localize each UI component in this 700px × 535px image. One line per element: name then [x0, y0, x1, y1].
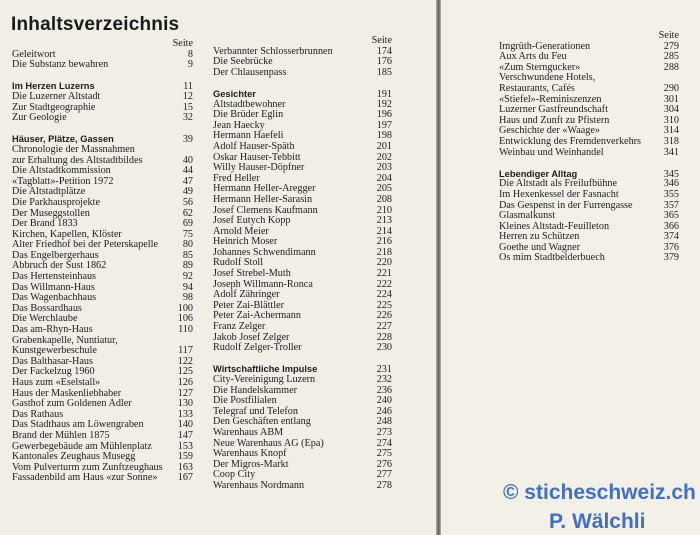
- toc-entry-title: Fred Heller: [213, 172, 260, 184]
- toc-entry-title: Die Altstadtkommission: [12, 165, 111, 177]
- toc-entry: [12, 473, 193, 484]
- toc-entry-title: Jean Haecky: [213, 119, 265, 131]
- toc-entry-title: Rudolf Stoll: [213, 257, 264, 269]
- toc-entry-page-number: 56: [182, 196, 193, 208]
- toc-entry-title: Verbannter Schlosserbrunnen: [213, 45, 333, 57]
- toc-entry-page-number: 301: [663, 93, 679, 105]
- toc-entry-page-number: 191: [376, 88, 392, 100]
- toc-entry-page-number: 32: [182, 112, 193, 124]
- toc-entry-title: Wirtschaftliche Impulse: [213, 364, 318, 375]
- toc-entry-page-number: 140: [177, 419, 193, 431]
- toc-entry-page-number: 213: [376, 215, 392, 227]
- toc-entry-title: Rudolf Zelger-Troller: [213, 342, 302, 354]
- toc-entry-title: Abbruch der Sust 1862: [12, 260, 107, 272]
- toc-entry-page-number: 210: [376, 204, 392, 216]
- toc-entry-title: Hermann Haefeli: [213, 130, 284, 142]
- toc-entry: [499, 148, 679, 159]
- toc-entry-page-number: 314: [663, 125, 679, 137]
- toc-entry-page-number: 278: [376, 479, 392, 491]
- toc-entry-page-number: 227: [376, 321, 392, 333]
- toc-entry-page-number: 117: [178, 345, 193, 357]
- toc-entry-page-number: 106: [177, 313, 193, 325]
- section-gap: [12, 71, 193, 82]
- toc-entry-page-number: 75: [182, 228, 193, 240]
- toc-entry-page-number: 341: [663, 146, 679, 158]
- toc-entry-title: Johannes Schwendimann: [213, 246, 316, 258]
- toc-entry-page-number: 9: [187, 59, 193, 71]
- toc-entry-page-number: 126: [177, 377, 193, 388]
- toc-entry: [12, 113, 193, 124]
- toc-entry-title: Kantonales Zeughaus Musegg: [12, 451, 136, 463]
- toc-entry-page-number: 365: [663, 210, 679, 222]
- toc-entry-page-number: 218: [376, 246, 392, 258]
- toc-entry-title: Das Willmann-Haus: [12, 281, 95, 293]
- toc-entry-title: Das Gespenst in der Furrengasse: [499, 199, 633, 211]
- toc-entry-title: Lebendiger Alltag: [499, 168, 578, 179]
- toc-entry-title: Warenhaus Nordmann: [213, 479, 305, 491]
- toc-entry-page-number: 273: [376, 426, 392, 438]
- toc-entry-page-number: 274: [376, 437, 392, 449]
- section-gap: [499, 158, 679, 169]
- toc-entry-page-number: 98: [182, 292, 193, 304]
- toc-entry-title: Fassadenbild am Haus «zur Sonne»: [12, 472, 158, 484]
- toc-entry-title: Der Fackelzug 1960: [12, 366, 95, 378]
- toc-entry: [12, 60, 193, 71]
- toc-entry-page-number: 204: [376, 172, 392, 184]
- toc-entry-title: Josef Clemens Kaufmann: [213, 204, 318, 216]
- toc-entry-page-number: 216: [376, 236, 392, 248]
- toc-entry-title: Josef Strebel-Muth: [213, 268, 291, 280]
- toc-entry-title: Die Brüder Eglin: [213, 109, 284, 121]
- toc-entry-page-number: 133: [177, 408, 193, 420]
- toc-entry-page-number: 248: [376, 416, 392, 428]
- toc-entry-page-number: 246: [376, 405, 392, 417]
- toc-entry-title: Die Seebrücke: [213, 56, 273, 68]
- toc-entry-title: Die Luzerner Altstadt: [12, 90, 101, 102]
- toc-entry-page-number: 290: [663, 82, 679, 94]
- toc-entry-page-number: 236: [376, 384, 392, 396]
- toc-entry-page-number: 192: [376, 98, 392, 110]
- toc-entry-title: Herren zu Schützen: [499, 231, 580, 243]
- toc-entry-title: Das Engelbergerhaus: [12, 249, 99, 261]
- toc-entry-page-number: 205: [376, 183, 392, 195]
- toc-entry-page-number: 355: [663, 188, 679, 200]
- toc-entry-title: City-Vereinigung Luzern: [213, 374, 316, 385]
- toc-entry-page-number: 8: [187, 48, 193, 60]
- toc-entry-page-number: 208: [376, 193, 392, 205]
- toc-entry-title: Os mim Stadtbelderbuech: [499, 252, 605, 264]
- toc-entry-title: Willy Hauser-Döpfner: [213, 162, 305, 174]
- toc-entry-page-number: 222: [376, 278, 392, 290]
- toc-entry-page-number: 11: [183, 81, 193, 93]
- toc-entry-page-number: 122: [177, 355, 193, 367]
- toc-entry-title: Oskar Hauser-Tebbitt: [213, 151, 301, 163]
- toc-entry-title: Vom Pulverturm zum Zunftzeughaus: [12, 461, 163, 473]
- toc-entry: [213, 68, 392, 79]
- toc-entry-page-number: 15: [182, 101, 193, 113]
- toc-entry-page-number: 92: [182, 271, 193, 283]
- toc-entry-page-number: 80: [182, 239, 193, 251]
- toc-entry-title: Adolf Hauser-Späth: [213, 140, 295, 152]
- toc-entry-title: Haus zum «Eselstall»: [12, 377, 101, 388]
- toc-entry-title: Im Hexenkessel der Fasnacht: [499, 188, 619, 200]
- toc-entry-title: Franz Zelger: [213, 321, 266, 333]
- toc-entry-page-number: 232: [376, 374, 392, 385]
- toc-entry-title: Gasthof zum Goldenen Adler: [12, 398, 132, 410]
- toc-entry-page-number: 224: [376, 289, 392, 301]
- toc-entry-title: Warenhaus ABM: [213, 426, 284, 438]
- toc-entry-page-number: 231: [376, 364, 392, 376]
- toc-entry-title: Warenhaus Knopf: [213, 448, 287, 460]
- toc-column-3: [499, 31, 679, 264]
- toc-entry-title: Der Brand 1833: [12, 218, 78, 230]
- toc-entry-title: Das Bossardhaus: [12, 302, 82, 314]
- toc-entry-page-number: 62: [182, 207, 193, 219]
- toc-entry-page-number: 240: [376, 395, 392, 407]
- toc-entry-page-number: 220: [376, 257, 392, 269]
- toc-entry-page-number: 89: [182, 260, 193, 272]
- toc-entry-page-number: 12: [182, 90, 193, 102]
- toc-entry: [213, 343, 392, 354]
- toc-entry-page-number: 163: [177, 461, 193, 473]
- toc-entry-title: Telegraf und Telefon: [213, 405, 298, 417]
- toc-entry-title: Weinbau und Weinhandel: [499, 146, 604, 158]
- toc-entry-page-number: 304: [663, 104, 679, 116]
- toc-entry-page-number: 357: [663, 199, 679, 211]
- toc-entry-page-number: 174: [376, 45, 392, 57]
- toc-entry: [213, 375, 392, 386]
- toc-entry-title: Der Migros-Markt: [213, 458, 289, 470]
- toc-entry-page-number: 185: [376, 66, 392, 78]
- toc-entry: [213, 195, 392, 206]
- toc-entry-page-number: 47: [182, 175, 193, 187]
- toc-entry-page-number: 147: [177, 429, 193, 441]
- toc-entry: [12, 145, 193, 156]
- toc-column-1: [12, 39, 193, 484]
- toc-entry-title: Grabenkapelle, Nuntiatur,: [12, 334, 118, 346]
- toc-entry: [499, 137, 679, 148]
- toc-entry-title: «Tagblatt»-Petition 1972: [12, 175, 114, 187]
- toc-entry: [12, 431, 193, 442]
- watermark-line-2: P. Wälchli: [549, 510, 646, 533]
- toc-entry-page-number: 285: [663, 51, 679, 63]
- toc-entry-title: Die Parkhausprojekte: [12, 196, 100, 208]
- section-gap: [213, 78, 392, 89]
- toc-entry-page-number: 44: [182, 165, 193, 177]
- toc-entry-page-number: 310: [663, 114, 679, 126]
- toc-entry-title: Der Chlausenpass: [213, 66, 287, 78]
- toc-entry: [499, 253, 679, 264]
- toc-entry-page-number: 49: [182, 186, 193, 198]
- toc-entry-title: Geleitwort: [12, 48, 56, 60]
- toc-entry-title: Das am-Rhyn-Haus: [12, 324, 93, 336]
- toc-entry-title: Verschwundene Hotels,: [499, 72, 596, 84]
- toc-entry-page-number: 225: [376, 299, 392, 311]
- toc-entry-title: «Zum Sterngucker»: [499, 61, 581, 73]
- toc-entry-title: Hermann Heller-Aregger: [213, 183, 316, 195]
- toc-entry-title: Glasmalkunst: [499, 210, 556, 222]
- page-title: Inhaltsverzeichnis: [11, 14, 180, 35]
- toc-entry-page-number: 376: [663, 241, 679, 253]
- toc-entry-page-number: 226: [376, 310, 392, 322]
- section-gap: [12, 124, 193, 135]
- toc-entry-title: Häuser, Plätze, Gassen: [12, 134, 114, 145]
- toc-entry-page-number: 276: [376, 458, 392, 470]
- toc-entry-title: Neue Warenhaus AG (Epa): [213, 437, 324, 449]
- toc-entry-title: Joseph Willmann-Ronca: [213, 278, 313, 290]
- toc-entry-title: Josef Eutych Kopp: [213, 215, 291, 227]
- toc-entry-title: Heinrich Moser: [213, 236, 278, 248]
- toc-entry-page-number: 39: [182, 134, 193, 146]
- toc-entry-title: Zur Stadtgeographie: [12, 101, 96, 113]
- toc-entry-title: Kunstgewerbeschule: [12, 345, 97, 357]
- toc-entry: [213, 481, 392, 492]
- toc-entry-title: «Stiefel»-Reminiszenzen: [499, 93, 602, 105]
- toc-entry-page-number: 202: [376, 151, 392, 163]
- toc-entry-title: Arnold Meier: [213, 225, 269, 237]
- toc-entry-title: zur Erhaltung des Altstadtbildes: [12, 154, 143, 166]
- toc-section-heading: [213, 89, 392, 100]
- toc-entry-title: Brand der Mühlen 1875: [12, 429, 110, 441]
- toc-entry: [499, 84, 679, 95]
- toc-entry-title: Coop City: [213, 469, 256, 481]
- toc-entry-page-number: 176: [376, 56, 392, 68]
- toc-entry-page-number: 201: [376, 140, 392, 152]
- toc-entry-title: Die Werchlaube: [12, 313, 78, 325]
- toc-entry-page-number: 345: [663, 168, 679, 180]
- toc-entry-page-number: 366: [663, 220, 679, 232]
- toc-entry-page-number: 318: [663, 135, 679, 147]
- toc-entry-title: Die Altstadtplätze: [12, 186, 86, 198]
- toc-entry-title: Kleines Altstadt-Feuilleton: [499, 220, 610, 232]
- toc-entry-page-number: 130: [177, 398, 193, 410]
- toc-entry-page-number: 230: [376, 342, 392, 354]
- toc-entry-title: Das Wagenbachhaus: [12, 292, 97, 304]
- toc-entry-title: Kirchen, Kapellen, Klöster: [12, 228, 122, 240]
- toc-entry: [213, 142, 392, 153]
- page-column-header: Seite: [658, 30, 679, 41]
- toc-entry-page-number: 203: [376, 162, 392, 174]
- toc-entry: [12, 378, 193, 389]
- toc-entry-title: Restaurants, Cafés: [499, 82, 575, 94]
- toc-entry-page-number: 275: [376, 448, 392, 460]
- toc-entry-title: Hermann Heller-Sarasin: [213, 193, 313, 205]
- toc-entry-page-number: 159: [177, 451, 193, 463]
- toc-entry-page-number: 94: [182, 281, 193, 293]
- toc-entry-title: Gesichter: [213, 88, 256, 99]
- toc-entry-page-number: 277: [376, 469, 392, 481]
- toc-entry-page-number: 125: [177, 366, 193, 378]
- toc-entry-title: Die Substanz bewahren: [12, 59, 109, 71]
- toc-entry-title: Das Hertensteinhaus: [12, 271, 97, 283]
- toc-entry-page-number: 40: [182, 154, 193, 166]
- toc-entry-title: Haus der Maskenliebhaber: [12, 387, 122, 399]
- toc-entry-title: Entwicklung des Fremdenverkehrs: [499, 135, 642, 147]
- toc-entry: [499, 190, 679, 201]
- toc-entry-title: Das Rathaus: [12, 408, 64, 420]
- toc-entry-page-number: 69: [182, 218, 193, 230]
- toc-entry-title: Peter Zai-Blättler: [213, 299, 284, 311]
- toc-entry-title: Aux Arts du Feu: [499, 51, 567, 63]
- toc-entry: [12, 92, 193, 103]
- toc-entry: [213, 428, 392, 439]
- toc-entry-title: Die Handelskammer: [213, 384, 298, 396]
- toc-entry-page-number: 379: [663, 252, 679, 264]
- toc-entry-title: Die Postfilialen: [213, 395, 277, 407]
- toc-entry-page-number: 228: [376, 331, 392, 343]
- toc-entry-title: Peter Zai-Achermann: [213, 310, 301, 322]
- toc-entry-page-number: 110: [178, 324, 193, 336]
- toc-entry-page-number: 100: [177, 302, 193, 314]
- toc-column-2: [213, 36, 392, 492]
- toc-entry-page-number: 374: [663, 231, 679, 243]
- toc-entry-page-number: 288: [663, 61, 679, 73]
- toc-entry-page-number: 167: [177, 472, 193, 484]
- toc-entry-page-number: 127: [177, 387, 193, 399]
- toc-entry-title: Das Balthasar-Haus: [12, 355, 93, 367]
- page-column-header: Seite: [172, 38, 193, 49]
- toc-entry-title: Gewerbegebäude am Mühlenplatz: [12, 440, 152, 452]
- toc-entry-title: Der Museggstollen: [12, 207, 90, 219]
- toc-entry-title: Das Stadthaus am Löwengraben: [12, 419, 144, 431]
- toc-entry-page-number: 85: [182, 249, 193, 261]
- toc-entry-page-number: 346: [663, 178, 679, 190]
- toc-entry-title: Alter Friedhof bei der Peterskapelle: [12, 239, 158, 251]
- toc-entry-title: Haus und Zunft zu Pfistern: [499, 114, 610, 126]
- toc-entry-title: Geschichte der «Waage»: [499, 125, 601, 137]
- toc-entry-page-number: 197: [376, 119, 392, 131]
- page-column-header: Seite: [371, 35, 392, 46]
- watermark-line-1: © sticheschweiz.ch: [503, 481, 696, 504]
- toc-entry-title: Adolf Zähringer: [213, 289, 280, 301]
- toc-entry-page-number: 196: [376, 109, 392, 121]
- toc-entry-title: Chronologie der Massnahmen: [12, 143, 135, 155]
- toc-entry-title: Im Herzen Luzerns: [12, 81, 95, 92]
- toc-entry-title: Luzerner Gastfreundschaft: [499, 104, 608, 116]
- toc-entry-page-number: 198: [376, 130, 392, 142]
- toc-entry-page-number: 153: [177, 440, 193, 452]
- toc-entry-page-number: 214: [376, 225, 392, 237]
- toc-entry-title: Goethe und Wagner: [499, 241, 581, 253]
- section-gap: [213, 354, 392, 365]
- toc-entry-title: Imgrüth-Generationen: [499, 40, 591, 52]
- toc-entry-title: Zur Geologie: [12, 112, 67, 124]
- toc-entry: [12, 198, 193, 209]
- toc-entry-title: Den Geschäften entlang: [213, 416, 311, 428]
- toc-entry-page-number: 279: [663, 40, 679, 52]
- toc-entry-title: Jakob Josef Zelger: [213, 331, 290, 343]
- toc-entry-title: Die Altstadt als Freilufbühne: [499, 178, 617, 190]
- toc-entry-title: Altstadtbewohner: [213, 98, 286, 110]
- toc-entry-page-number: 221: [376, 268, 392, 280]
